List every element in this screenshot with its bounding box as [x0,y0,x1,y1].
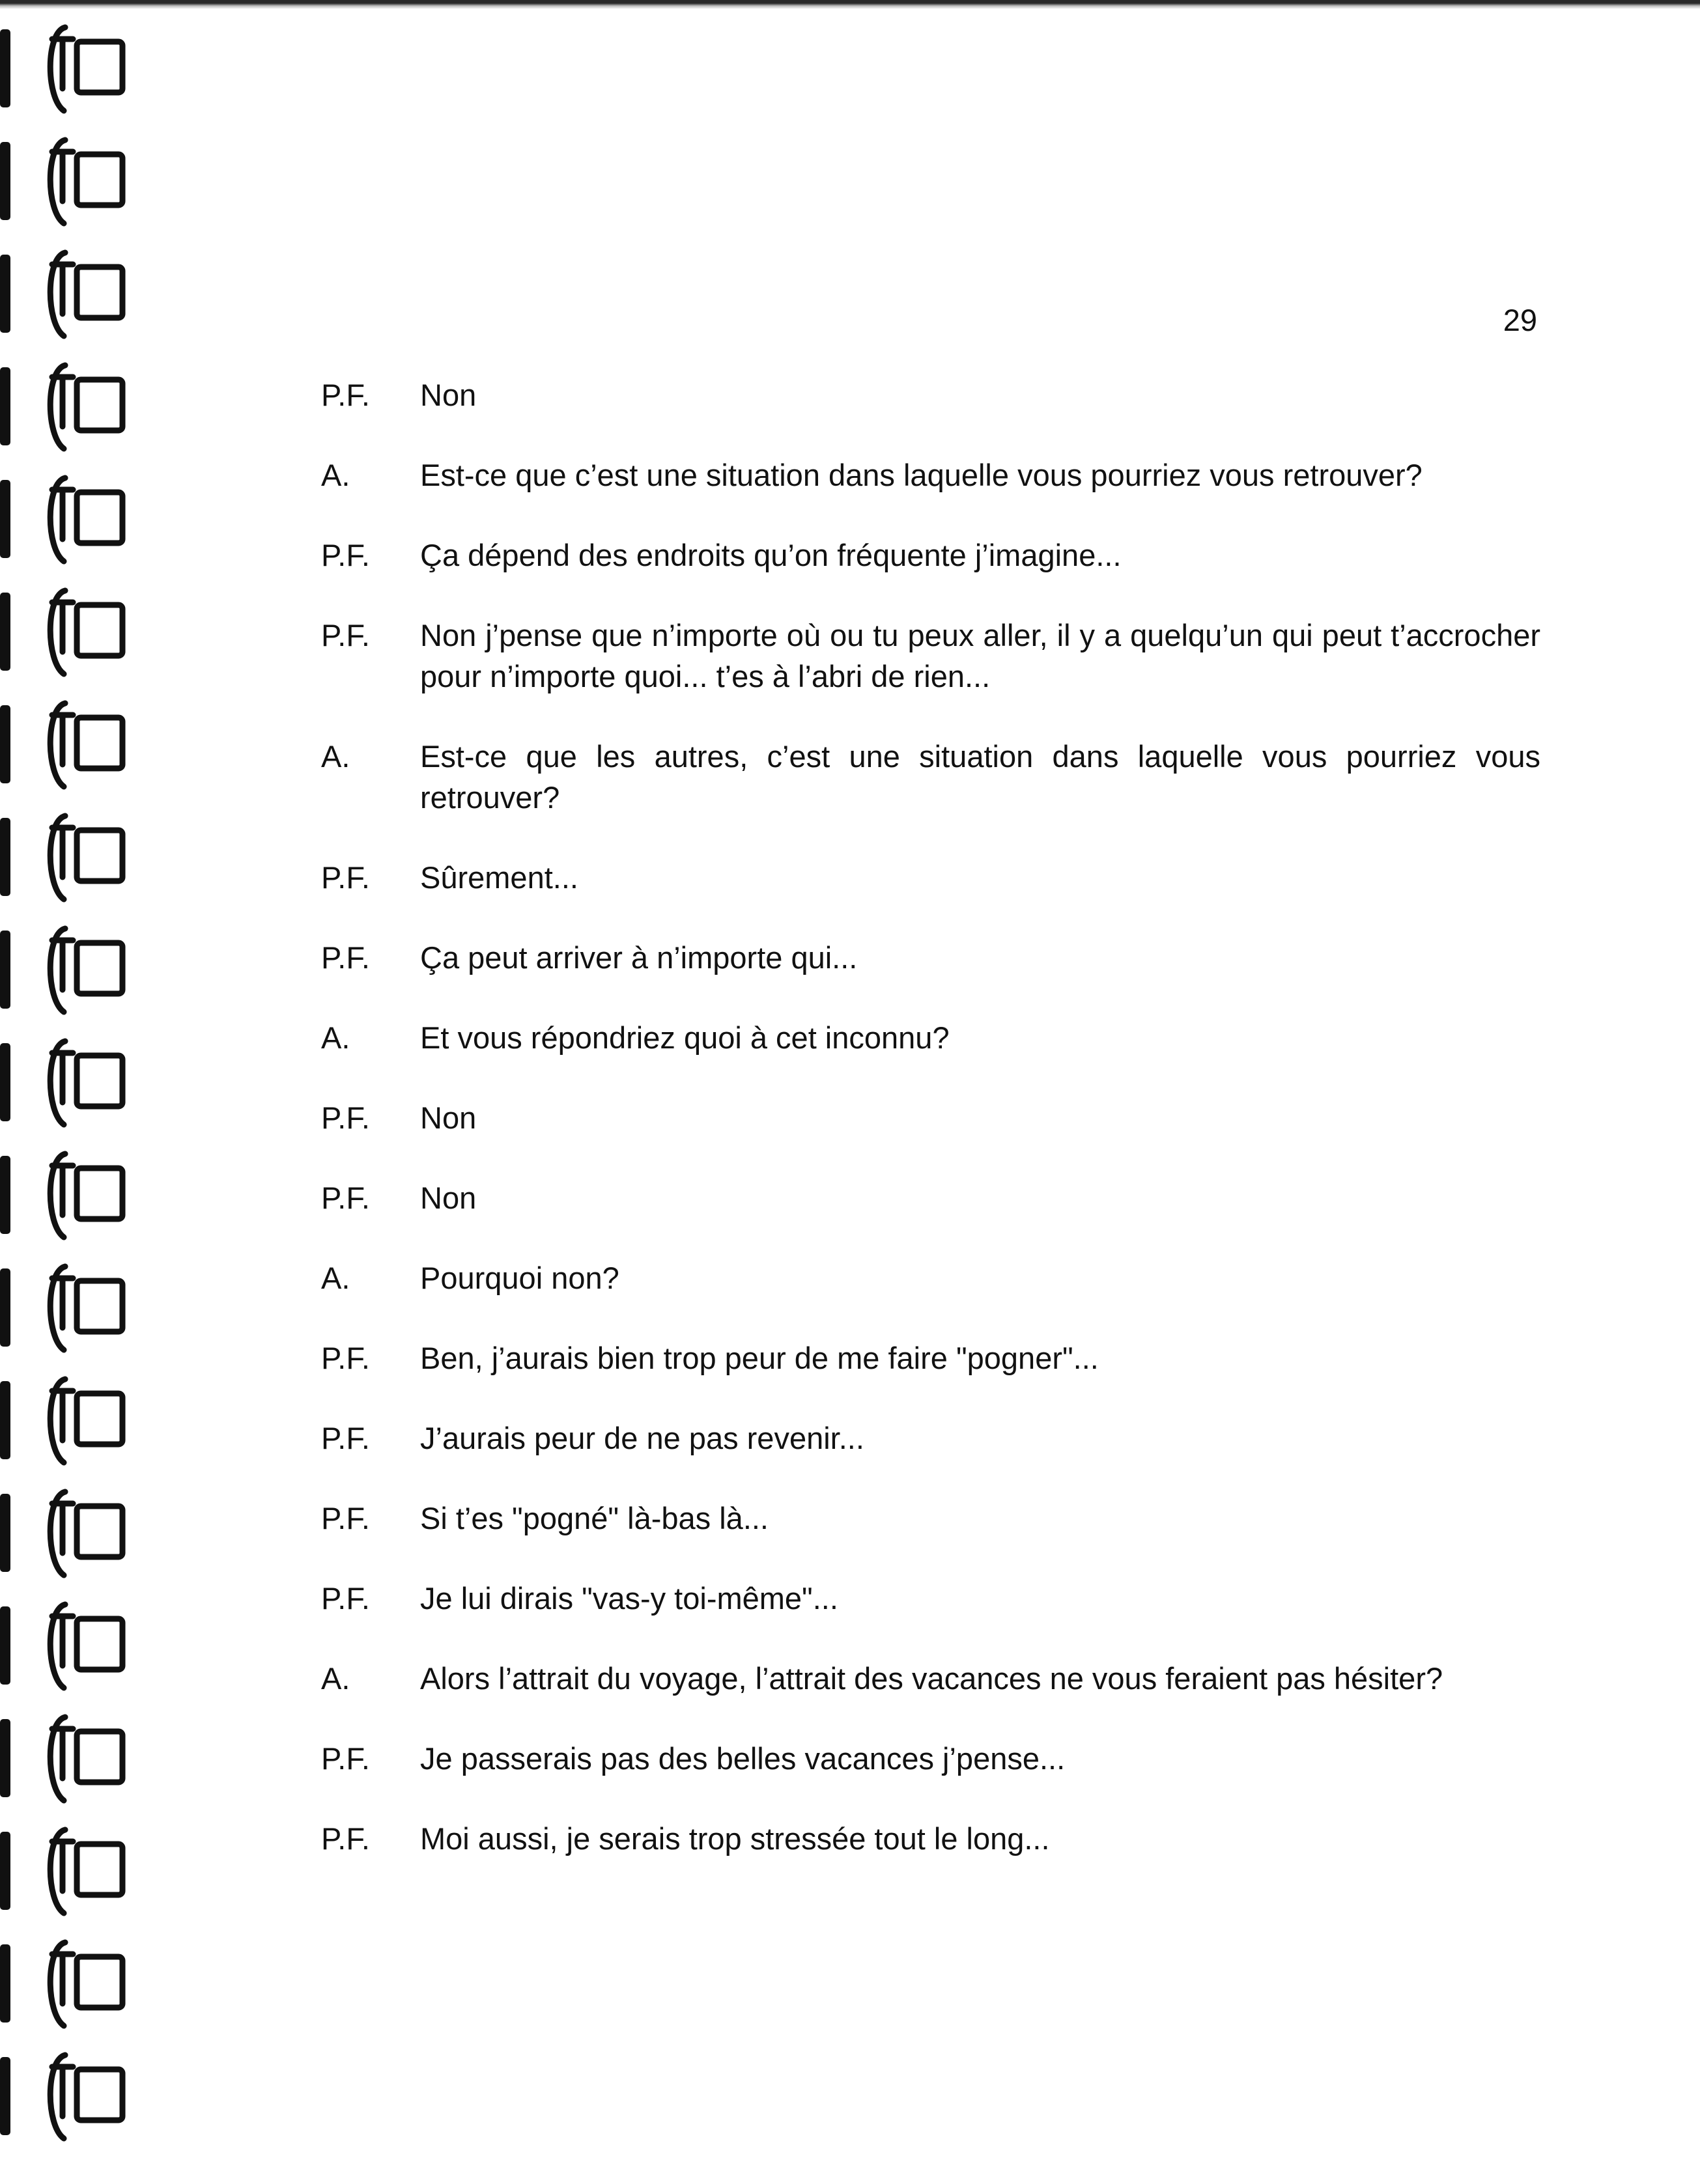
binding-hole [0,1832,10,1910]
speaker-label: P.F. [321,1341,370,1375]
binding-loop-front [77,1957,122,2008]
binding-loop-front [77,380,122,430]
binding-hole [0,1156,10,1234]
speaker-label: P.F. [321,1821,370,1856]
binding-loop-front [77,492,122,543]
speaker-label: P.F. [321,1501,370,1535]
transcript-turn [321,1498,1540,1539]
binding-loop-front [77,154,122,205]
utterance-text: Et vous répondriez quoi à cet inconnu? [420,1020,950,1055]
binding-hole [0,1944,10,2023]
utterance-text: Non [420,1181,477,1215]
utterance-text: Ça peut arriver à n’importe qui... [420,940,858,975]
transcript-turn [321,1738,1540,1779]
speaker-label: A. [321,1020,350,1055]
binding-loop-front [77,830,122,881]
binding-loop-front [77,1619,122,1670]
utterance-text: J’aurais peur de ne pas revenir... [420,1421,864,1455]
transcript [321,374,1540,1898]
transcript-turn [321,1578,1540,1619]
transcript-turn [321,1418,1540,1459]
transcript-turn [321,535,1540,576]
binding-loop-front [77,718,122,768]
transcript-turn [321,857,1540,898]
transcript-turn [321,1017,1540,1058]
page-number: 29 [1503,303,1537,337]
binding-hole [0,367,10,445]
transcript-turn [321,1097,1540,1138]
page-top-edge [0,0,1700,9]
utterance-text: Est-ce que les autres, c’est une situation dans laquelle vous pourriez vous retrouver? [420,739,1540,815]
transcript-turn [321,1337,1540,1379]
utterance-text: Pourquoi non? [420,1261,619,1295]
transcript-turn [321,374,1540,415]
binding-hole [0,1606,10,1685]
utterance-text: Sûrement... [420,860,578,895]
binding-hole [0,705,10,783]
binding-hole [0,480,10,558]
utterance-text: Ben, j’aurais bien trop peur de me faire "pogner"... [420,1341,1099,1375]
transcript-turn [321,455,1540,496]
utterance-text: Alors l’attrait du voyage, l’attrait des vacances ne vous feraient pas hésiter? [420,1661,1443,1696]
speaker-label: A. [321,1261,350,1295]
utterance-text: Si t’es "pogné" là-bas là... [420,1501,769,1535]
speaker-label: P.F. [321,618,370,652]
utterance-text: Non [420,1100,477,1135]
binding-hole [0,1268,10,1347]
binding-hole [0,931,10,1009]
speaker-label: P.F. [321,378,370,412]
speaker-label: P.F. [321,1100,370,1135]
speaker-label: P.F. [321,538,370,572]
speaker-label: P.F. [321,1581,370,1616]
binding-loop-front [77,1168,122,1219]
utterance-text: Non [420,378,477,412]
binding-hole [0,593,10,671]
speaker-label: P.F. [321,1421,370,1455]
binding-hole [0,818,10,896]
binding-loop-front [77,1844,122,1895]
utterance-text: Je passerais pas des belles vacances j’pense... [420,1741,1066,1776]
binding-loop-front [77,1056,122,1106]
binding-hole [0,1719,10,1797]
transcript-turn [321,1177,1540,1218]
binding-loop-front [77,943,122,994]
binding-hole [0,29,10,107]
speaker-label: P.F. [321,860,370,895]
spiral-binding [0,0,150,2184]
transcript-turn [321,1257,1540,1298]
binding-loop-front [77,267,122,318]
speaker-label: A. [321,458,350,492]
transcript-turn [321,1818,1540,1859]
binding-loop-front [77,1506,122,1557]
utterance-text: Je lui dirais "vas-y toi-même"... [420,1581,838,1616]
utterance-text: Ça dépend des endroits qu’on fréquente j’imagine... [420,538,1122,572]
transcript-turn [321,937,1540,978]
utterance-text: Est-ce que c’est une situation dans laquelle vous pourriez vous retrouver? [420,458,1423,492]
binding-hole [0,255,10,333]
speaker-label: A. [321,1661,350,1696]
binding-loop-front [77,42,122,92]
transcript-turn [321,736,1540,818]
speaker-label: P.F. [321,1181,370,1215]
binding-loop-front [77,1281,122,1332]
speaker-label: P.F. [321,1741,370,1776]
binding-loop-front [77,605,122,656]
speaker-label: P.F. [321,940,370,975]
speaker-label: A. [321,739,350,774]
binding-loop-front [77,2069,122,2120]
utterance-text: Moi aussi, je serais trop stressée tout le long... [420,1821,1050,1856]
binding-hole [0,1043,10,1121]
binding-hole [0,142,10,220]
binding-hole [0,1381,10,1459]
transcript-turn [321,1658,1540,1699]
binding-loop-front [77,1393,122,1444]
utterance-text: Non j’pense que n’importe où ou tu peux aller, il y a quelqu’un qui peut t’accrocher pour n’importe quoi... t’es à l’abri de rien... [420,618,1540,693]
binding-hole [0,2057,10,2135]
transcript-turn [321,615,1540,697]
binding-loop-front [77,1731,122,1782]
binding-hole [0,1494,10,1572]
